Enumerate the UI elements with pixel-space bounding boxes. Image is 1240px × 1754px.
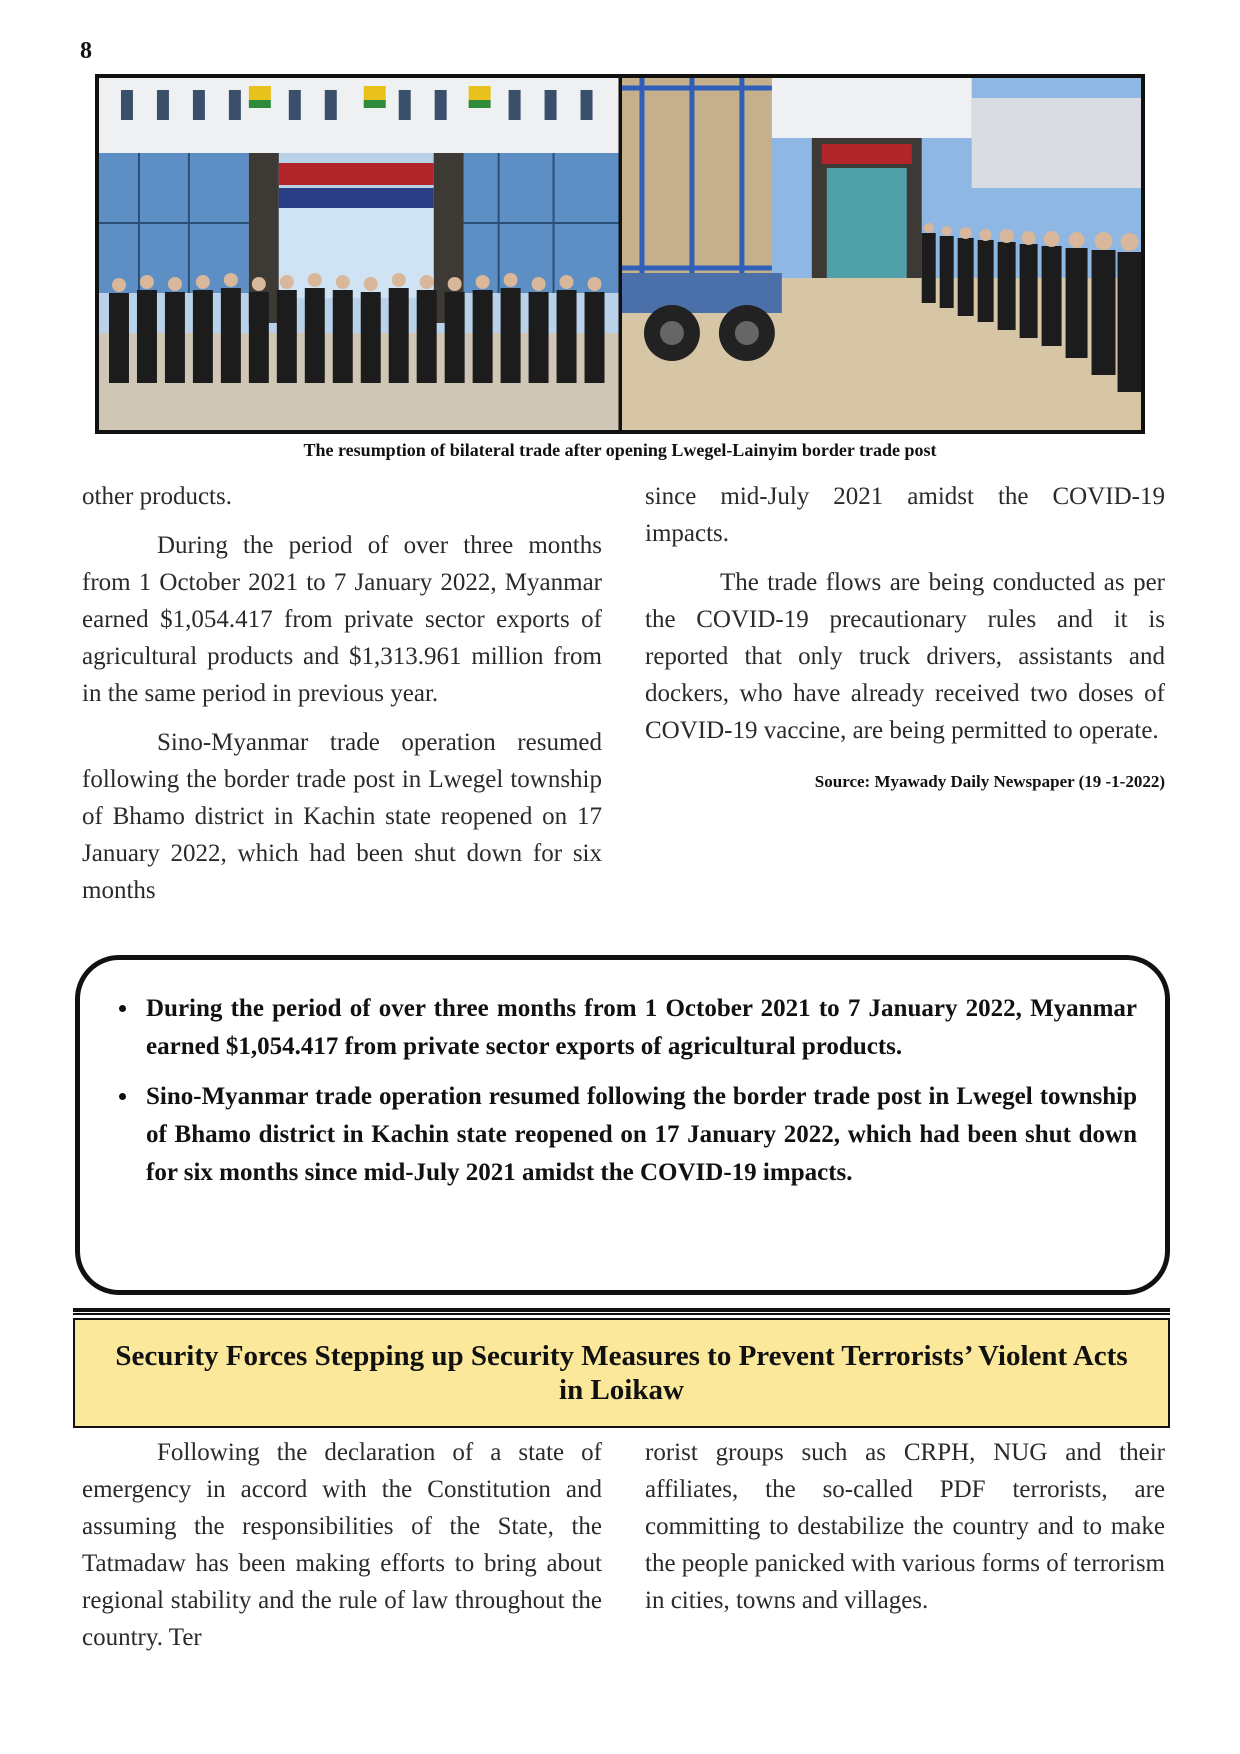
page-number: 8 (80, 38, 92, 64)
key-point-item: • During the period of over three months from 1 October 2021 to 7 January 2022, Myanmar earned $1,054.417 from private sector exports of agricultural products. (140, 990, 1137, 1066)
article1-source: Source: Myawady Daily Newspaper (19 -1-2022) (814, 772, 1165, 791)
article1-paragraph: Sino-Myanmar trade operation resumed following the border trade post in Lwegel township of Bhamo district in Kachin state reopened on 17 January 2022, which had been shut down for six months (82, 729, 602, 904)
photo-frame (95, 74, 1145, 434)
article2-paragraph: rorist groups such as CRPH, NUG and their affiliates, the so-called PDF terrorists, are committing to destabilize the country and to make the people panicked with various forms of terrorism in cities, towns and villages. (645, 1439, 1165, 1614)
photo-caption: The resumption of bilateral trade after opening Lwegel-Lainyim border trade post (303, 440, 937, 460)
key-points-box (75, 955, 1170, 1295)
article1-right-column (645, 478, 1165, 800)
key-points-list (104, 990, 1137, 1192)
article1-paragraph: since mid-July 2021 amidst the COVID-19 impacts. (645, 483, 1165, 547)
photo-border-gate-group (99, 78, 619, 430)
key-point-item: • Sino-Myanmar trade operation resumed following the border trade post in Lwegel township of Bhamo district in Kachin state reopened on 17 January 2022, which had been shut down for six months since mid-July 2021 amidst the COVID-19 impacts. (140, 1078, 1137, 1192)
article1-paragraph: During the period of over three months from 1 October 2021 to 7 January 2022, Myanmar earned $1,054.417 from private sector exports of agricultural products and $1,313.961 million from in the same period in previous year. (82, 532, 602, 707)
article1-paragraph: other products. (82, 483, 232, 510)
article1-left-column (82, 478, 602, 921)
section-divider (73, 1308, 1170, 1315)
article2-paragraph: Following the declaration of a state of emergency in accord with the Constitution and assuming the responsibilities of the State, the Tatmadaw has been making efforts to bring about regional stability and the rule of law throughout the country. Ter (82, 1439, 602, 1651)
article2-left-column (82, 1434, 602, 1668)
photo-truck-border-gate (619, 78, 1142, 430)
article2-right-column (645, 1434, 1165, 1631)
article1-paragraph: The trade flows are being conducted as per the COVID-19 precautionary rules and it is reported that only truck drivers, assistants and dockers, who have already received two doses of COVID-19 vaccine, are being permitted to operate. (645, 569, 1165, 744)
article2-title: Security Forces Stepping up Security Measures to Prevent Terrorists’ Violent Acts in Loikaw (73, 1318, 1170, 1428)
